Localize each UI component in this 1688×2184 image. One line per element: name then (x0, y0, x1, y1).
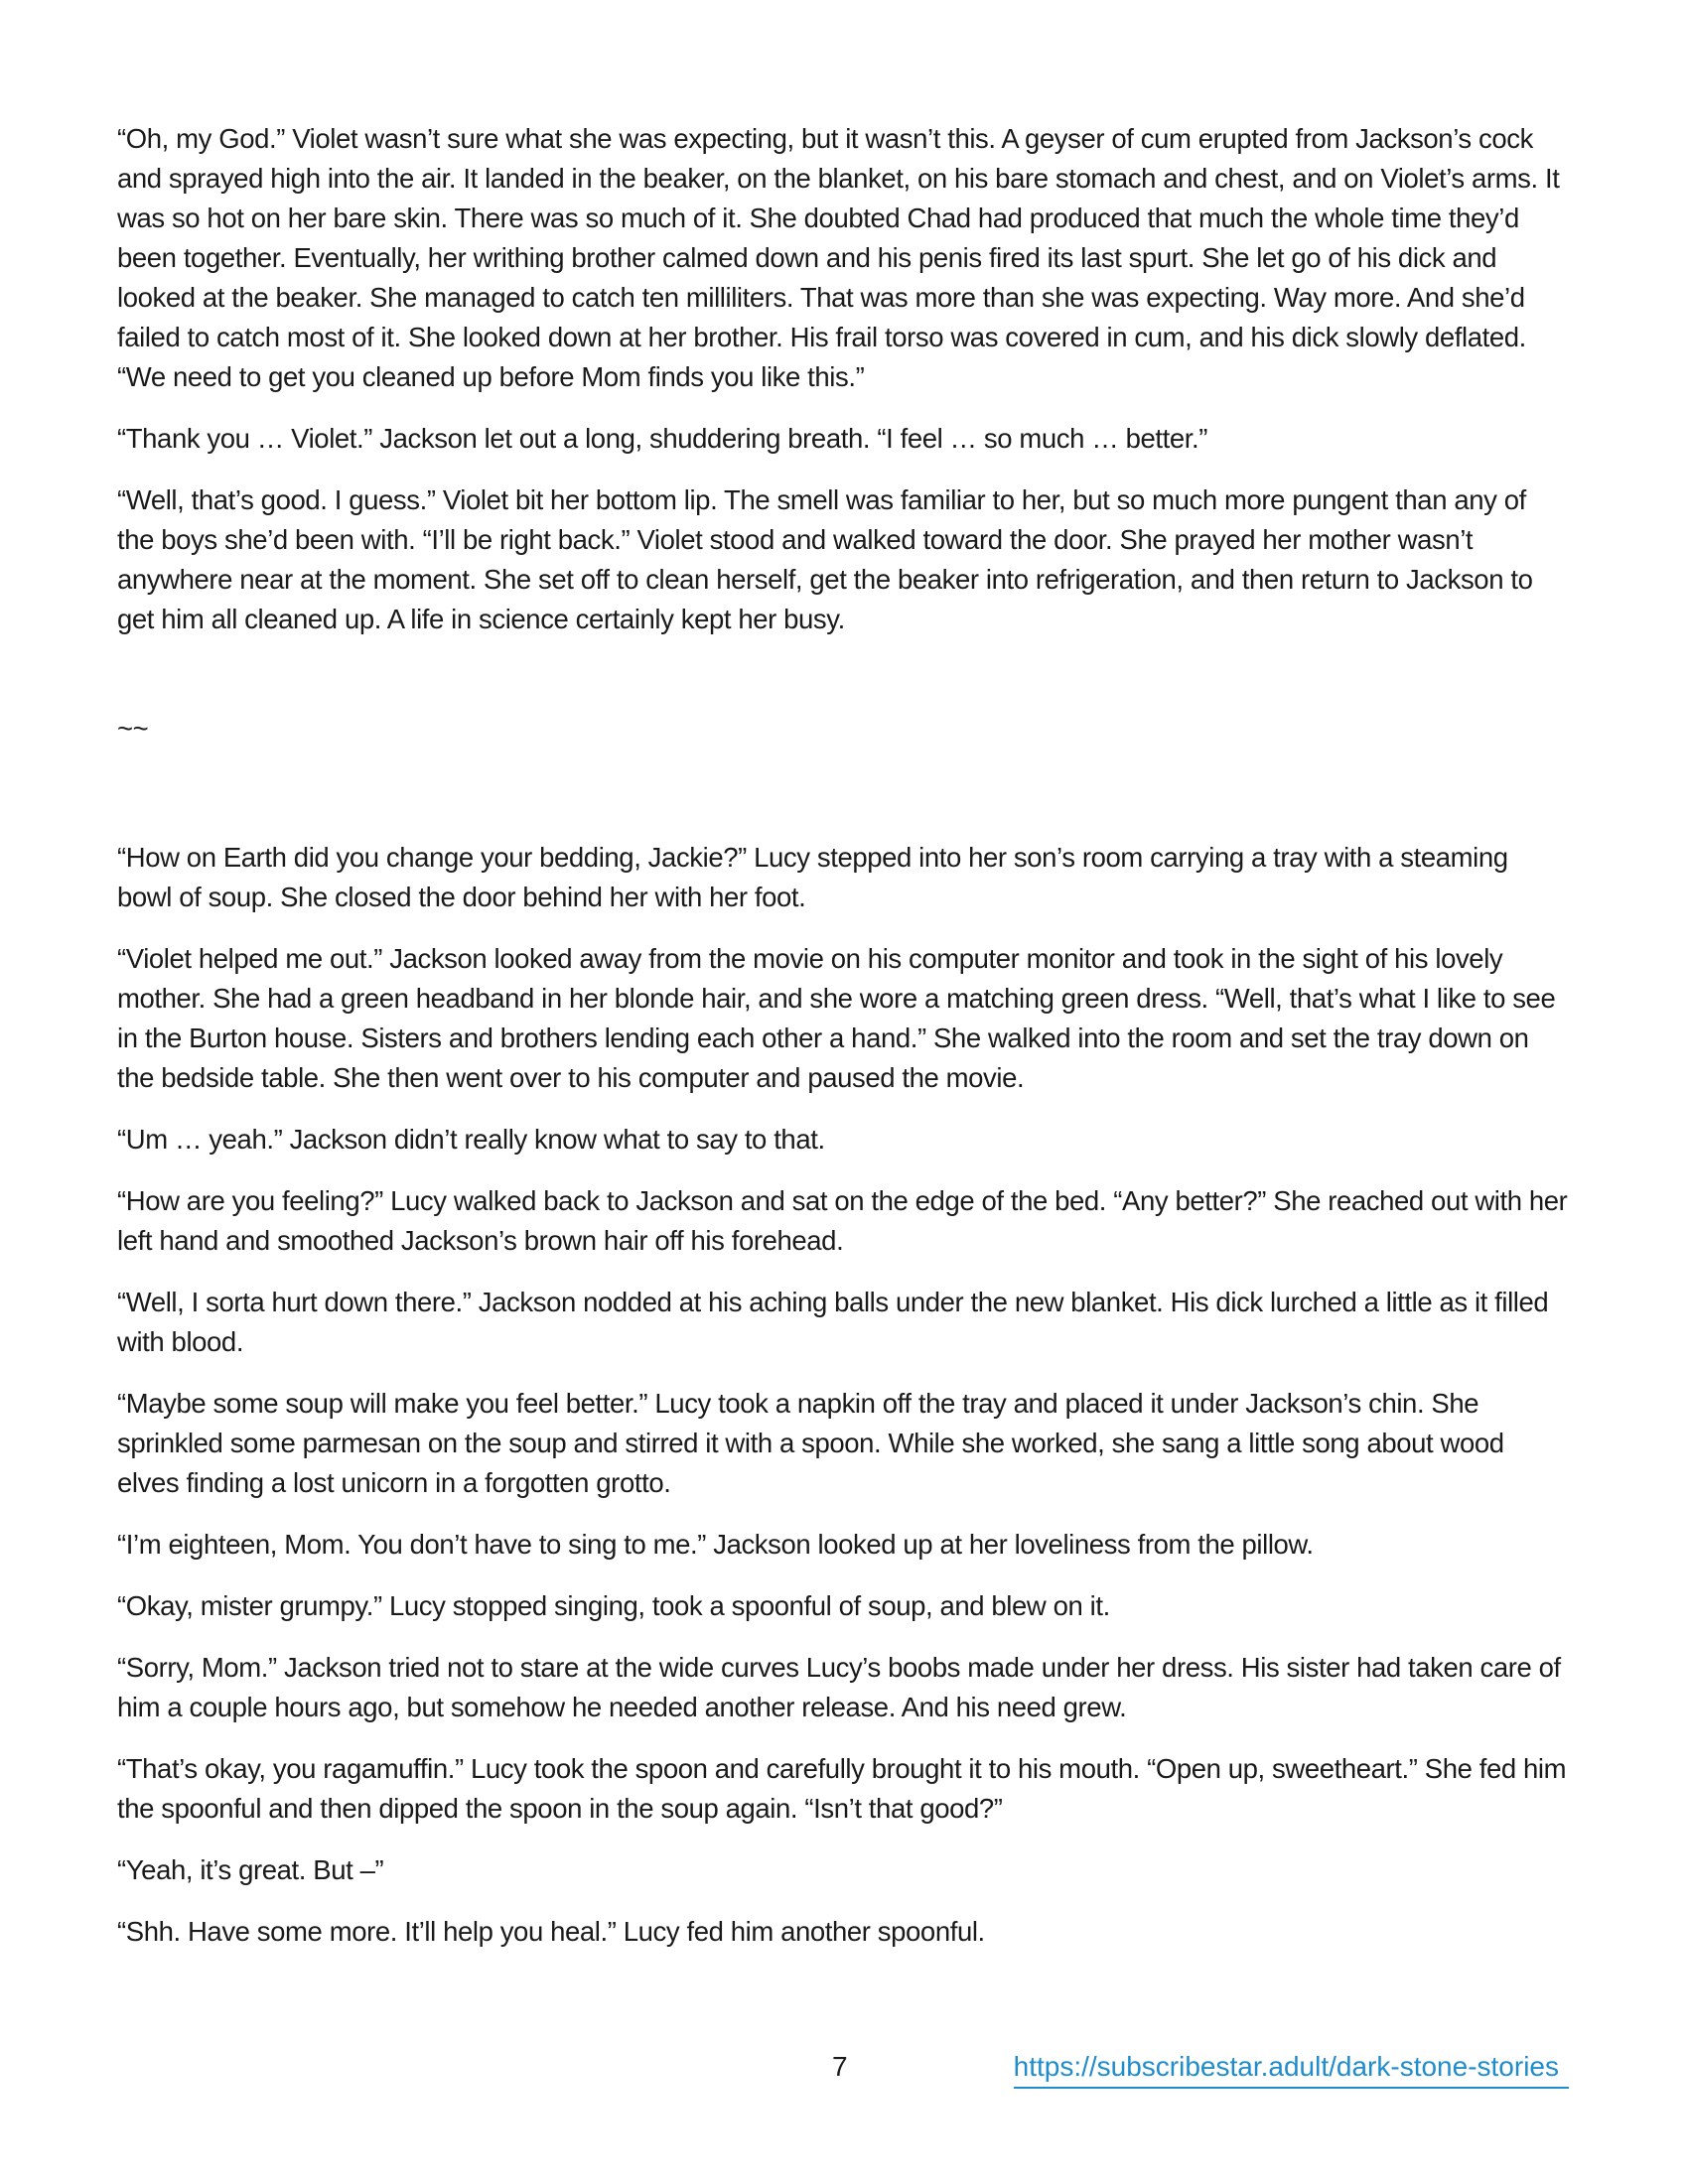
story-paragraph: “Oh, my God.” Violet wasn’t sure what she was expecting, but it wasn’t this. A geyser of cum erupted from Jackson’s cock and sprayed high into the air. It landed in the beaker, on the blanket, on his bare stomach and chest, and on Violet’s arms. It was so hot on her bare skin. There was so much of it. She doubted Chad had produced that much the whole time they’d been together. Eventually, her writhing brother calmed down and his penis fired its last spurt. She let go of his dick and looked at the beaker. She managed to catch ten milliliters. That was more than she was expecting. Way more. And she’d failed to catch most of it. She looked down at her brother. His frail torso was covered in cum, and his dick slowly deflated. “We need to get you cleaned up before Mom finds you like this.” (117, 123, 1560, 392)
story-paragraph: “That’s okay, you ragamuffin.” Lucy took the spoon and carefully brought it to his mouth. “Open up, sweetheart.” She fed him the spoonful and then dipped the spoon in the soup again. “Isn’t that good?” (117, 1753, 1567, 1824)
story-paragraph: “Thank you … Violet.” Jackson let out a long, shuddering breath. “I feel … so much … better.” (117, 423, 1208, 454)
story-paragraph: “Um … yeah.” Jackson didn’t really know what to say to that. (117, 1124, 825, 1155)
story-paragraph: “How on Earth did you change your bedding, Jackie?” Lucy stepped into her son’s room carrying a tray with a steaming bowl of soup. She closed the door behind her with her foot. (117, 842, 1508, 912)
story-paragraph: “Yeah, it’s great. But –” (117, 1854, 384, 1885)
page-number: 7 (832, 2051, 848, 2082)
story-paragraph: “Shh. Have some more. It’ll help you heal.” Lucy fed him another spoonful. (117, 1916, 985, 1947)
story-paragraph: “Well, that’s good. I guess.” Violet bit her bottom lip. The smell was familiar to her, but so much more pungent than any of the boys she’d been with. “I’ll be right back.” Violet stood and walked toward the door. She prayed her mother wasn’t anywhere near at the moment. She set off to clean herself, get the beaker into refrigeration, and then return to Jackson to get him all cleaned up. A life in science certainly kept her busy. (117, 484, 1533, 634)
page-footer (117, 2047, 1569, 2091)
scene-break-separator: ~~ (117, 713, 149, 744)
story-paragraph: “How are you feeling?” Lucy walked back to Jackson and sat on the edge of the bed. “Any better?” She reached out with her left hand and smoothed Jackson’s brown hair off his forehead. (117, 1185, 1568, 1256)
story-paragraph: “Okay, mister grumpy.” Lucy stopped singing, took a spoonful of soup, and blew on it. (117, 1590, 1110, 1621)
story-paragraph: “Violet helped me out.” Jackson looked away from the movie on his computer monitor and took in the sight of his lovely mother. She had a green headband in her blonde hair, and she wore a matching green dress. “Well, that’s what I like to see in the Burton house. Sisters and brothers lending each other a hand.” She walked into the room and set the tray down on the bedside table. She then went over to his computer and paused the movie. (117, 943, 1556, 1093)
story-paragraph: “I’m eighteen, Mom. You don’t have to sing to me.” Jackson looked up at her loveliness from the pillow. (117, 1529, 1314, 1560)
story-paragraph: “Sorry, Mom.” Jackson tried not to stare at the wide curves Lucy’s boobs made under her dress. His sister had taken care of him a couple hours ago, but somehow he needed another release. And his need grew. (117, 1652, 1561, 1722)
story-paragraph: “Maybe some soup will make you feel better.” Lucy took a napkin off the tray and placed it under Jackson’s chin. She sprinkled some parmesan on the soup and stirred it with a spoon. While she worked, she sang a little song about wood elves finding a lost unicorn in a forgotten grotto. (117, 1388, 1504, 1498)
subscribestar-link[interactable]: https://subscribestar.adult/dark-stone-stories (1014, 2047, 1569, 2089)
story-paragraph: “Well, I sorta hurt down there.” Jackson nodded at his aching balls under the new blanket. His dick lurched a little as it filled with blood. (117, 1287, 1549, 1357)
story-text-body (117, 119, 1569, 1974)
